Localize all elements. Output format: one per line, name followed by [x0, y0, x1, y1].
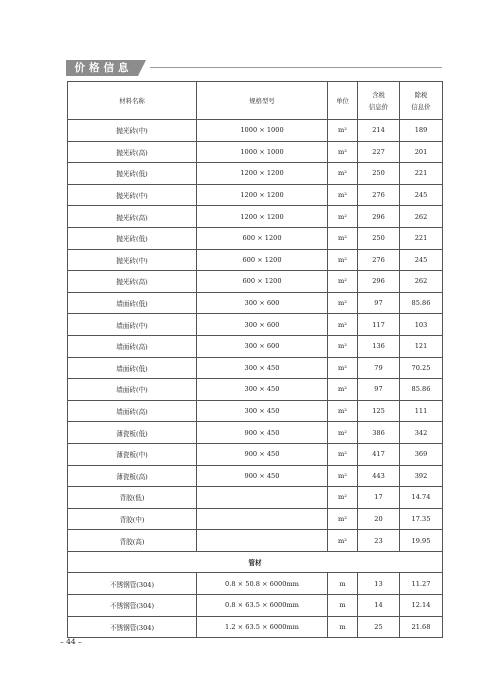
cell-spec: 1200 × 1200: [197, 184, 328, 206]
table-row: [68, 379, 443, 401]
cell-tax-excl: 12.14: [400, 595, 443, 617]
cell-name: 背胶(低): [68, 487, 197, 509]
cell-tax-incl: 136: [358, 335, 400, 357]
cell-spec: 1200 × 1200: [197, 163, 328, 185]
cell-tax-excl: 392: [400, 465, 443, 487]
col-header-spec: 规格型号: [197, 82, 328, 120]
table-row: [68, 141, 443, 163]
cell-name: 薄瓷板(中): [68, 443, 197, 465]
cell-unit: m²: [328, 249, 358, 271]
table-row: [68, 163, 443, 185]
cell-tax-incl: 23: [358, 530, 400, 552]
cell-name: 抛光砖(中): [68, 184, 197, 206]
cell-name: 不锈钢管(304): [68, 573, 197, 595]
cell-name: 抛光砖(中): [68, 120, 197, 142]
table-row: [68, 508, 443, 530]
cell-tax-incl: 79: [358, 357, 400, 379]
cell-tax-excl: 19.95: [400, 530, 443, 552]
table-row: [68, 595, 443, 617]
cell-tax-excl: 245: [400, 249, 443, 271]
cell-tax-incl: 20: [358, 508, 400, 530]
table-row: [68, 422, 443, 444]
table-row: [68, 443, 443, 465]
cell-unit: m²: [328, 335, 358, 357]
cell-name: 墙面砖(中): [68, 379, 197, 401]
cell-unit: m²: [328, 530, 358, 552]
table-row: [68, 249, 443, 271]
table-row: [68, 206, 443, 228]
cell-tax-incl: 296: [358, 271, 400, 293]
cell-name: 墙面砖(高): [68, 335, 197, 357]
cell-tax-incl: 296: [358, 206, 400, 228]
cell-tax-excl: 111: [400, 400, 443, 422]
cell-tax-excl: 85.86: [400, 379, 443, 401]
cell-spec: [197, 487, 328, 509]
cell-spec: 0.8 × 63.5 × 6000mm: [197, 595, 328, 617]
cell-tax-incl: 14: [358, 595, 400, 617]
cell-tax-excl: 221: [400, 227, 443, 249]
table-row: [68, 120, 443, 142]
table-row: [68, 357, 443, 379]
cell-name: 抛光砖(高): [68, 271, 197, 293]
cell-unit: m²: [328, 422, 358, 444]
cell-tax-excl: 342: [400, 422, 443, 444]
cell-tax-excl: 262: [400, 206, 443, 228]
section-row: [68, 551, 443, 573]
price-table: [67, 81, 443, 638]
page-number: – 44 –: [60, 637, 82, 646]
cell-spec: 300 × 450: [197, 357, 328, 379]
cell-unit: m²: [328, 379, 358, 401]
cell-tax-incl: 227: [358, 141, 400, 163]
cell-unit: m²: [328, 141, 358, 163]
cell-unit: m²: [328, 163, 358, 185]
header-rule: [150, 67, 442, 68]
col-header-tax-incl-line1: 含税: [372, 90, 385, 99]
cell-name: 抛光砖(低): [68, 227, 197, 249]
col-header-tax-excl-line2: 信息价: [411, 102, 431, 111]
cell-name: 不锈钢管(304): [68, 616, 197, 638]
cell-tax-incl: 13: [358, 573, 400, 595]
cell-spec: [197, 508, 328, 530]
section-header: [66, 60, 442, 76]
cell-tax-incl: 25: [358, 616, 400, 638]
cell-spec: 600 × 1200: [197, 249, 328, 271]
table-row: [68, 292, 443, 314]
cell-tax-excl: 70.25: [400, 357, 443, 379]
cell-unit: m²: [328, 465, 358, 487]
cell-unit: m: [328, 573, 358, 595]
table-row: [68, 314, 443, 336]
table-row: [68, 184, 443, 206]
table-row: [68, 487, 443, 509]
cell-spec: [197, 530, 328, 552]
cell-spec: 900 × 450: [197, 443, 328, 465]
cell-unit: m²: [328, 227, 358, 249]
cell-spec: 1200 × 1200: [197, 206, 328, 228]
cell-spec: 1000 × 1000: [197, 141, 328, 163]
cell-spec: 300 × 600: [197, 314, 328, 336]
cell-tax-incl: 117: [358, 314, 400, 336]
cell-spec: 1.2 × 63.5 × 6000mm: [197, 616, 328, 638]
cell-name: 抛光砖(高): [68, 141, 197, 163]
cell-tax-incl: 17: [358, 487, 400, 509]
cell-tax-incl: 214: [358, 120, 400, 142]
table-row: [68, 400, 443, 422]
cell-name: 抛光砖(中): [68, 249, 197, 271]
cell-tax-excl: 103: [400, 314, 443, 336]
cell-tax-excl: 245: [400, 184, 443, 206]
col-header-tax-incl-line2: 信息价: [368, 102, 389, 111]
cell-tax-excl: 17.35: [400, 508, 443, 530]
cell-spec: 300 × 600: [197, 292, 328, 314]
cell-spec: 600 × 1200: [197, 227, 328, 249]
cell-tax-incl: 276: [358, 184, 400, 206]
cell-tax-incl: 417: [358, 443, 400, 465]
cell-tax-excl: 121: [400, 335, 443, 357]
cell-unit: m²: [328, 400, 358, 422]
table-row: [68, 530, 443, 552]
cell-spec: 300 × 450: [197, 400, 328, 422]
cell-name: 不锈钢管(304): [68, 595, 197, 617]
cell-tax-excl: 262: [400, 271, 443, 293]
cell-tax-incl: 250: [358, 163, 400, 185]
table-row: [68, 271, 443, 293]
cell-unit: m²: [328, 487, 358, 509]
col-header-tax-excl-line1: 除税: [414, 90, 428, 99]
cell-name: 背胶(中): [68, 508, 197, 530]
cell-tax-excl: 369: [400, 443, 443, 465]
cell-tax-excl: 21.68: [400, 616, 443, 638]
table-row: [68, 573, 443, 595]
cell-tax-incl: 386: [358, 422, 400, 444]
table-header-row: [68, 82, 443, 120]
cell-unit: m²: [328, 292, 358, 314]
cell-spec: 0.8 × 50.8 × 6000mm: [197, 573, 328, 595]
cell-tax-incl: 97: [358, 379, 400, 401]
table-row: [68, 616, 443, 638]
cell-unit: m²: [328, 314, 358, 336]
cell-tax-excl: 14.74: [400, 487, 443, 509]
header-bar-tail: [138, 60, 146, 76]
cell-unit: m²: [328, 271, 358, 293]
cell-spec: 1000 × 1000: [197, 120, 328, 142]
cell-tax-excl: 85.86: [400, 292, 443, 314]
cell-spec: 300 × 450: [197, 379, 328, 401]
cell-tax-incl: 125: [358, 400, 400, 422]
cell-unit: m: [328, 616, 358, 638]
cell-tax-incl: 443: [358, 465, 400, 487]
cell-unit: m²: [328, 184, 358, 206]
cell-spec: 900 × 450: [197, 465, 328, 487]
cell-unit: m²: [328, 443, 358, 465]
cell-name: 背胶(高): [68, 530, 197, 552]
section-label: 管材: [68, 551, 443, 573]
cell-unit: m²: [328, 357, 358, 379]
cell-tax-excl: 201: [400, 141, 443, 163]
cell-tax-incl: 97: [358, 292, 400, 314]
table-row: [68, 465, 443, 487]
cell-name: 薄瓷板(高): [68, 465, 197, 487]
cell-name: 抛光砖(低): [68, 163, 197, 185]
cell-tax-excl: 221: [400, 163, 443, 185]
cell-name: 墙面砖(低): [68, 292, 197, 314]
cell-unit: m²: [328, 120, 358, 142]
cell-tax-incl: 250: [358, 227, 400, 249]
cell-name: 抛光砖(高): [68, 206, 197, 228]
cell-unit: m: [328, 595, 358, 617]
col-header-tax-incl: [358, 82, 400, 120]
cell-unit: m²: [328, 508, 358, 530]
cell-spec: 300 × 600: [197, 335, 328, 357]
cell-tax-incl: 276: [358, 249, 400, 271]
cell-tax-excl: 189: [400, 120, 443, 142]
cell-spec: 600 × 1200: [197, 271, 328, 293]
cell-name: 薄瓷板(低): [68, 422, 197, 444]
cell-tax-excl: 11.27: [400, 573, 443, 595]
table-row: [68, 227, 443, 249]
cell-name: 墙面砖(高): [68, 400, 197, 422]
table-row: [68, 335, 443, 357]
cell-unit: m²: [328, 206, 358, 228]
col-header-name: 材料名称: [68, 82, 197, 120]
cell-name: 墙面砖(中): [68, 314, 197, 336]
col-header-unit: 单位: [328, 82, 358, 120]
cell-spec: 900 × 450: [197, 422, 328, 444]
section-title: 价格信息: [74, 62, 133, 74]
col-header-tax-excl: [400, 82, 443, 120]
cell-name: 墙面砖(低): [68, 357, 197, 379]
